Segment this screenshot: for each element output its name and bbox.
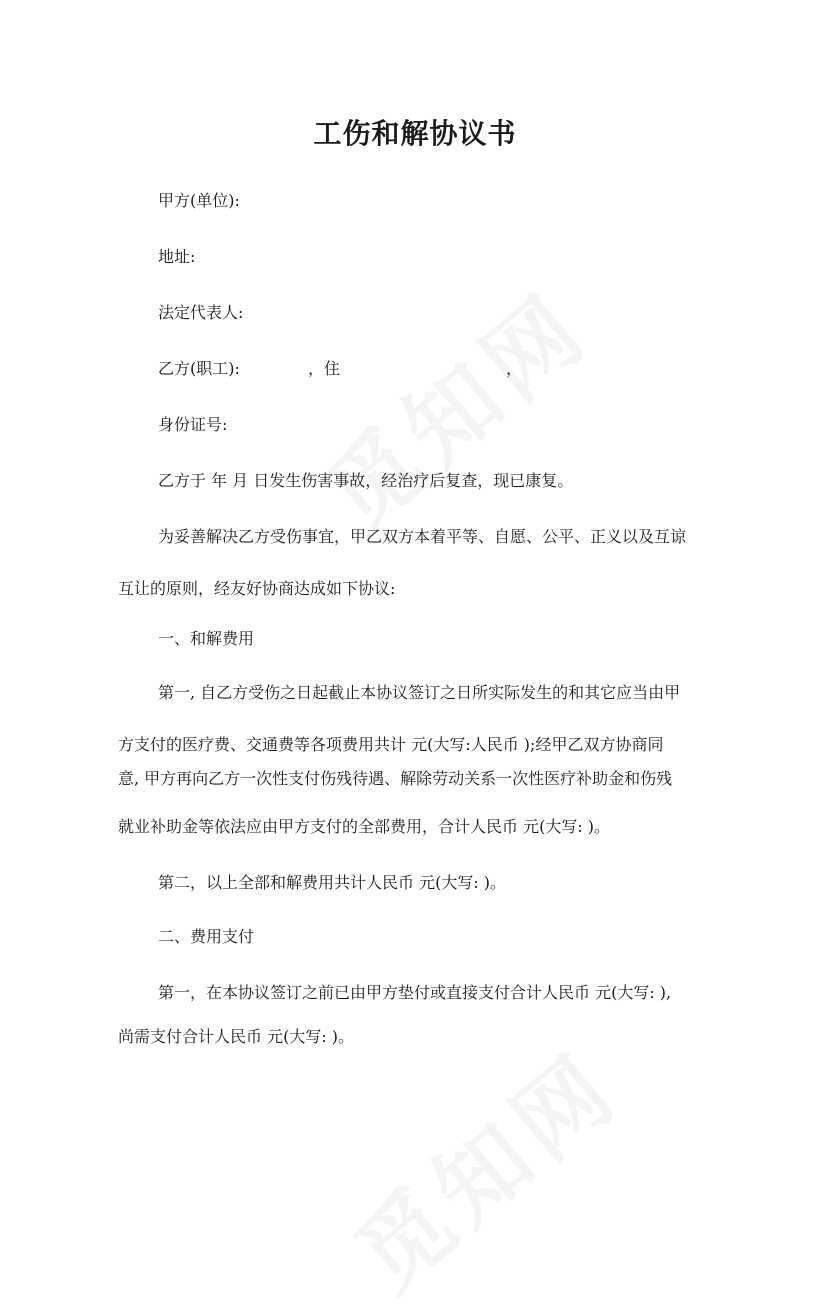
section-1-heading: 一、和解费用: [158, 629, 255, 648]
party-a-unit: 甲方(单位):: [158, 191, 240, 210]
section-2-heading: 二、费用支付: [158, 927, 255, 946]
legal-representative: 法定代表人:: [158, 303, 244, 322]
party-b: [158, 358, 758, 380]
party-b-residence: ，住: [308, 359, 341, 378]
s2-p1-line-1: 第一，在本协议签订之前已由甲方垫付或直接支付合计人民币 元(大写: ),: [158, 983, 672, 1002]
accident-statement: 乙方于 年 月 日发生伤害事故，经治疗后复查，现已康复。: [158, 471, 574, 490]
s1-p1-line-4: 就业补助金等依法应由甲方支付的全部费用，合计人民币 元(大写: )。: [118, 817, 611, 836]
s1-p1-line-1: 第一, 自乙方受伤之日起截止本协议签订之日所实际发生的和其它应当由甲: [158, 683, 681, 702]
document-title: 工伤和解协议书: [313, 117, 517, 150]
s2-p1-line-2: 尚需支付合计人民币 元(大写: )。: [118, 1027, 355, 1046]
s1-p1-line-2: 方支付的医疗费、交通费等各项费用共计 元(大写:人民币 );经甲乙双方协商同: [118, 735, 664, 754]
intro-line-1: 为妥善解决乙方受伤事宜，甲乙双方本着平等、自愿、公平、正义以及互谅: [158, 527, 687, 546]
party-b-end: ，: [506, 359, 523, 378]
id-number: 身份证号:: [158, 415, 228, 434]
s1-p2: 第二，以上全部和解费用共计人民币 元(大写: )。: [158, 873, 507, 892]
party-b-label: 乙方(职工):: [158, 359, 240, 378]
s1-p1-line-3: 意, 甲方再向乙方一次性支付伤残待遇、解除劳动关系一次性医疗补助金和伤残: [118, 769, 673, 788]
address: 地址:: [158, 247, 196, 266]
watermark-bottom: [323, 1017, 642, 1315]
intro-line-2: 互让的原则，经友好协商达成如下协议:: [118, 579, 396, 598]
